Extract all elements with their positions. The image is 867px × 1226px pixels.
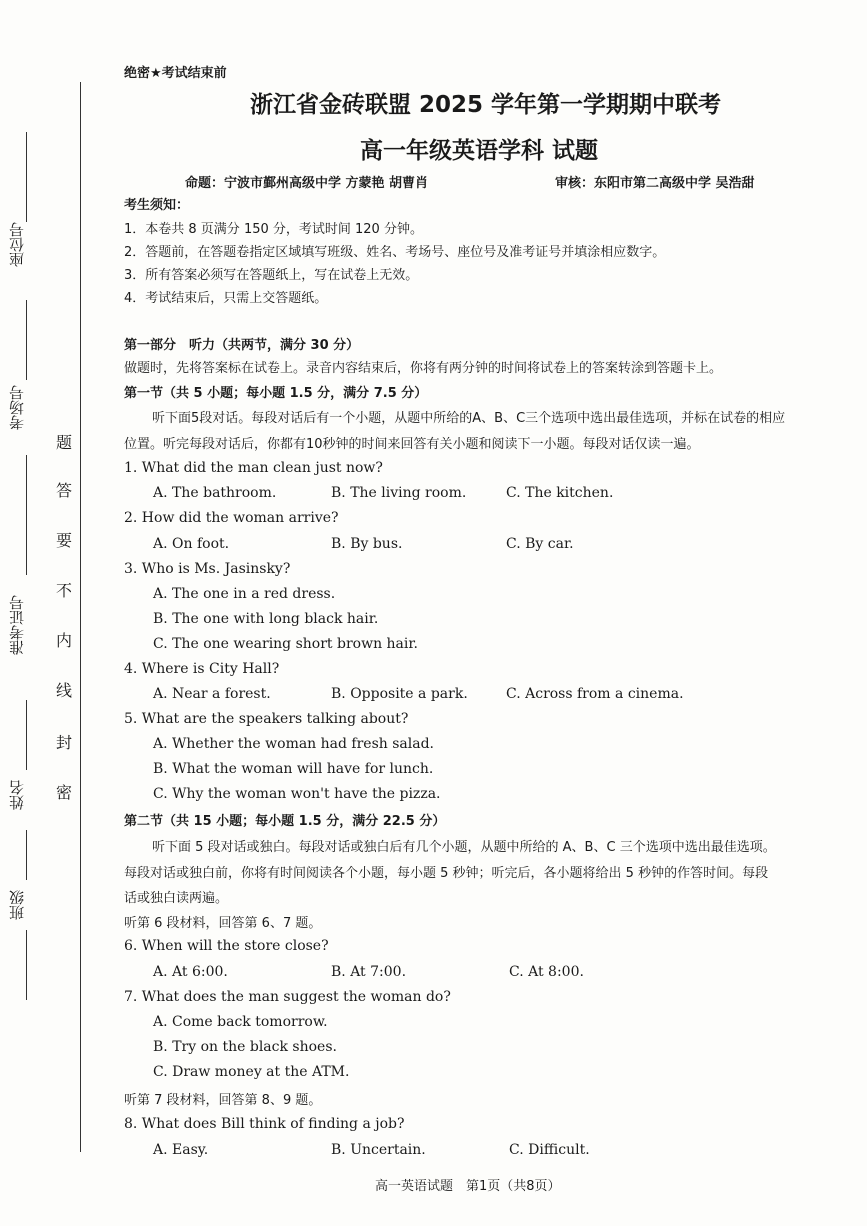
option-c: C. Across from a cinema. — [506, 686, 684, 702]
exam-title: 浙江省金砖联盟 2025 学年第一学期期中联考 — [250, 92, 722, 118]
authors-line: 命题：宁波市鄞州高级中学 方蒙艳 胡曹肖 — [185, 176, 429, 191]
seal-char: 题 — [56, 433, 73, 452]
option-c: C. Why the woman won't have the pizza. — [153, 786, 441, 802]
option-a: A. Easy. — [153, 1142, 209, 1158]
option-b: B. The living room. — [331, 485, 467, 501]
part1-heading: 第一部分 听力（共两节，满分 30 分） — [124, 338, 360, 353]
section2-intro: 听下面 5 段对话或独白。每段对话或独白后有几个小题，从题中所给的 A、B、C 三个选项中选出最佳选项。 — [152, 840, 776, 855]
seat-room-divider — [26, 300, 27, 380]
option-b: B. What the woman will have for lunch. — [153, 761, 434, 777]
option-c: C. At 8:00. — [509, 964, 584, 980]
option-a: A. Whether the woman had fresh salad. — [153, 736, 435, 752]
notice-heading: 考生须知： — [124, 198, 190, 213]
option-b: B. At 7:00. — [331, 964, 407, 980]
seal-char: 要 — [56, 531, 73, 550]
class-field — [26, 930, 27, 1000]
confidential-label: 绝密★考试结束前 — [124, 66, 227, 81]
option-a: A. At 6:00. — [153, 964, 228, 980]
option-c: C. The one wearing short brown hair. — [153, 636, 418, 652]
option-a: A. On foot. — [153, 536, 230, 552]
binding-line — [80, 82, 81, 1152]
section1-intro: 位置。听完每段对话后，你都有10秒钟的时间来回答有关小题和阅读下一小题。每段对话仅读一遍。 — [124, 437, 700, 452]
exam-room-field — [26, 455, 27, 575]
question-stem: 4. Where is City Hall? — [124, 661, 280, 677]
option-c: C. By car. — [506, 536, 574, 552]
notice-item: 1．本卷共 8 页满分 150 分，考试时间 120 分钟。 — [124, 222, 423, 237]
section2-intro: 话或独白读两遍。 — [124, 891, 229, 906]
question-stem: 5. What are the speakers talking about? — [124, 711, 409, 727]
exam-subtitle: 高一年级英语学科 试题 — [360, 138, 599, 164]
part1-intro: 做题时，先将答案标在试卷上。录音内容结束后，你将有两分钟的时间将试卷上的答案转涂到答题卡上。 — [124, 361, 723, 376]
section2-heading: 第二节（共 15 小题；每小题 1.5 分，满分 22.5 分） — [124, 814, 446, 829]
question-stem: 2. How did the woman arrive? — [124, 510, 339, 526]
name-field — [26, 830, 27, 880]
option-b: B. By bus. — [331, 536, 403, 552]
material-instruction: 听第 6 段材料，回答第 6、7 题。 — [124, 916, 322, 931]
material-instruction: 听第 7 段材料，回答第 8、9 题。 — [124, 1093, 322, 1108]
option-b: B. Try on the black shoes. — [153, 1039, 337, 1055]
page-footer: 高一英语试题 第1页（共8页） — [375, 1179, 561, 1194]
option-b: B. The one with long black hair. — [153, 611, 379, 627]
reviewer-line: 审核：东阳市第二高级中学 吴浩甜 — [555, 176, 755, 191]
question-stem: 1. What did the man clean just now? — [124, 460, 383, 476]
seal-char: 内 — [56, 631, 73, 650]
ticket-number-label: 准考证号 — [8, 595, 26, 655]
seal-char: 答 — [56, 481, 73, 500]
name-label: 姓名 — [8, 780, 26, 810]
question-stem: 3. Who is Ms. Jasinsky? — [124, 561, 291, 577]
class-label: 班级 — [8, 890, 26, 920]
notice-item: 3．所有答案必须写在答题纸上，写在试卷上无效。 — [124, 268, 419, 283]
section1-intro: 听下面5段对话。每段对话后有一个小题，从题中所给的A、B、C三个选项中选出最佳选项，并标在试卷的相应 — [152, 411, 786, 426]
notice-item: 4．考试结束后，只需上交答题纸。 — [124, 291, 328, 306]
option-a: A. The one in a red dress. — [153, 586, 336, 602]
section2-intro: 每段对话或独白前，你将有时间阅读各个小题，每小题 5 秒钟；听完后，各小题将给出 5 秒钟的作答时间。每段 — [124, 866, 769, 881]
option-c: C. Difficult. — [509, 1142, 590, 1158]
seal-char: 不 — [56, 581, 73, 600]
seal-char: 密 — [56, 783, 73, 802]
option-a: A. The bathroom. — [153, 485, 277, 501]
question-stem: 7. What does the man suggest the woman do? — [124, 989, 451, 1005]
option-b: B. Uncertain. — [331, 1142, 426, 1158]
option-b: B. Opposite a park. — [331, 686, 468, 702]
exam-room-label: 考场号 — [8, 385, 26, 430]
seal-char: 封 — [56, 733, 73, 752]
option-a: A. Come back tomorrow. — [153, 1014, 328, 1030]
option-a: A. Near a forest. — [153, 686, 271, 702]
seat-number-field — [26, 132, 27, 222]
seat-number-label: 座位号 — [8, 222, 26, 267]
seal-char: 线 — [56, 681, 73, 700]
notice-item: 2．答题前，在答题卷指定区域填写班级、姓名、考场号、座位号及准考证号并填涂相应数字。 — [124, 245, 666, 260]
question-stem: 6. When will the store close? — [124, 938, 329, 954]
section1-heading: 第一节（共 5 小题；每小题 1.5 分，满分 7.5 分） — [124, 386, 428, 401]
option-c: C. Draw money at the ATM. — [153, 1064, 350, 1080]
ticket-number-field — [26, 700, 27, 770]
option-c: C. The kitchen. — [506, 485, 614, 501]
question-stem: 8. What does Bill think of finding a job? — [124, 1116, 405, 1132]
